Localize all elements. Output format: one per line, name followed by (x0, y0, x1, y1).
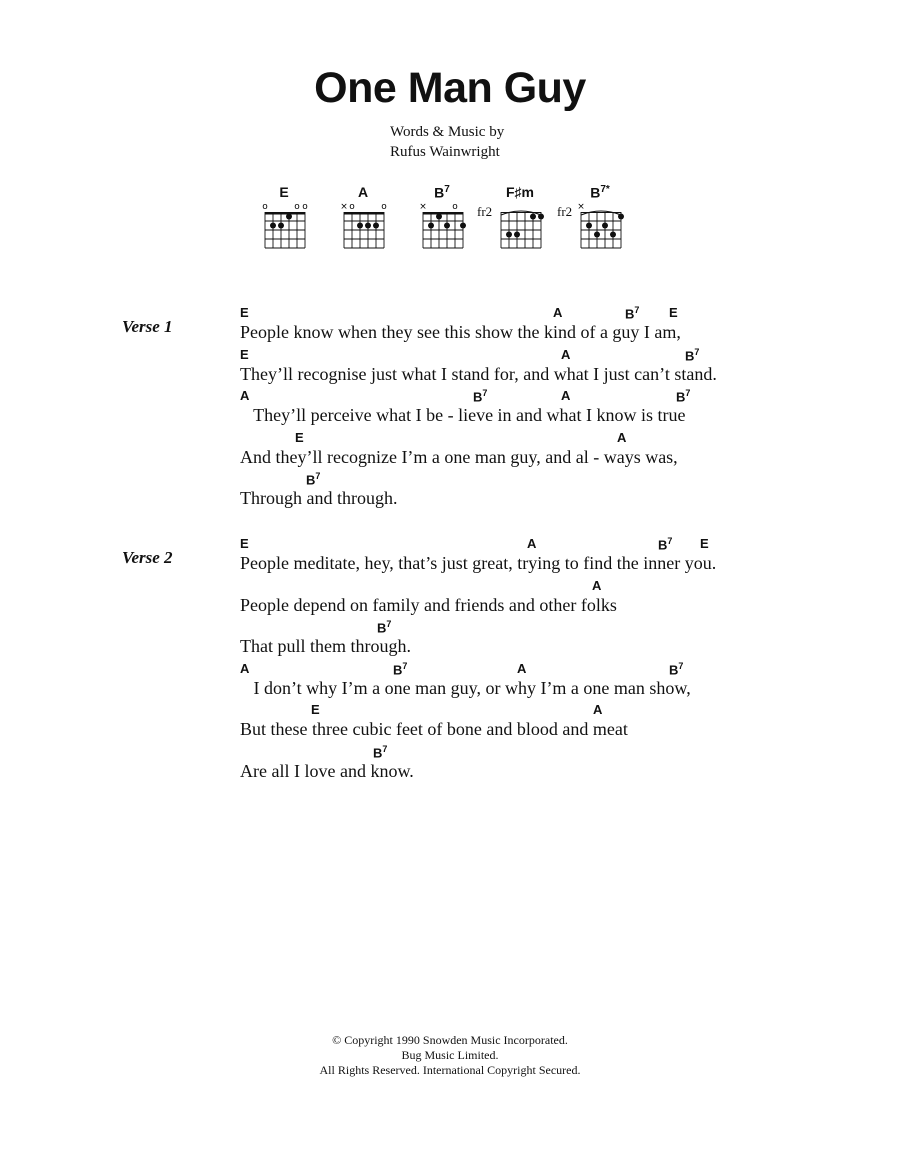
lyric-text: But these three cubic feet of bone and blood and meat (240, 719, 628, 740)
chord-superscript: 7 (382, 744, 388, 754)
finger-dot (514, 232, 520, 238)
copyright-line: Bug Music Limited. (401, 1048, 499, 1062)
chord-symbol: A (561, 388, 571, 404)
fret-position-label: fr2 (557, 204, 573, 219)
song-title: One Man Guy (314, 64, 586, 112)
lyric-text: People meditate, hey, that’s just great, trying to find the inner you. (240, 553, 717, 573)
finger-dot (444, 223, 450, 229)
composer-name: Rufus Wainwright (390, 144, 500, 160)
finger-dot (618, 214, 624, 220)
chord-superscript: 7 (694, 346, 700, 357)
finger-dot (602, 223, 608, 229)
lyric-text: Are all I love and know. (240, 761, 414, 781)
finger-dot (506, 232, 512, 238)
lyric-text: People depend on family and friends and other folks (240, 594, 617, 615)
fret-position-label: fr2 (477, 204, 493, 219)
lyric-text: I don’t why I’m a one man guy, or why I’m a one man show, (240, 677, 691, 698)
chord-superscript: 7 (667, 536, 673, 546)
chord-symbol: E (240, 346, 249, 362)
chord-superscript: 7 (634, 305, 640, 315)
lyric-line (240, 702, 840, 744)
fretboard-grid (262, 200, 308, 258)
finger-dot (586, 223, 592, 229)
chord-diagram-name: A (357, 184, 369, 200)
open-string-marker: o (262, 202, 268, 212)
copyright-line: All Rights Reserved. International Copyright Secured. (319, 1063, 581, 1077)
lyric-text: That pull them through. (240, 636, 411, 657)
finger-dot (538, 214, 544, 220)
lyric-line (240, 471, 840, 513)
muted-string-marker: × (419, 202, 427, 212)
chord-symbol: A (240, 660, 250, 676)
chord-symbol: $B^7$ (685, 346, 700, 363)
muted-string-marker: × (340, 202, 348, 212)
chord-symbol: $B^7$ (373, 744, 388, 761)
finger-dot (278, 223, 284, 229)
copyright-line: © Copyright 1990 Snowden Music Incorporated. (332, 1033, 568, 1047)
chord-symbol: A (517, 660, 527, 676)
chord-symbol: A (593, 702, 603, 718)
lyric-text: And they’ll recognize I’m a one man guy, and al - ways was, (240, 446, 678, 467)
chord-symbol: $B^7$ (306, 471, 321, 488)
lyric-line (240, 578, 840, 620)
lyric-line (240, 744, 840, 786)
chord-symbol: A (553, 305, 563, 320)
lyric-line (240, 619, 840, 661)
open-string-marker: o (381, 202, 387, 212)
chord-superscript: 7 (482, 388, 488, 399)
open-string-marker: o (452, 202, 458, 212)
open-string-marker: o (294, 202, 300, 212)
credits (390, 122, 504, 162)
chord-symbol: $B^7$ (377, 619, 392, 636)
chord-symbol: $B^7$ (658, 536, 673, 553)
chord-superscript: 7 (386, 619, 392, 630)
lyric-line (240, 430, 840, 472)
chord-diagram-name: E (279, 184, 289, 200)
chord-superscript: 7 (678, 660, 684, 671)
nut-line (265, 212, 305, 215)
finger-dot (460, 223, 466, 229)
chord-superscript: 7 (685, 388, 691, 399)
finger-dot (270, 223, 276, 229)
credits-line: Words & Music by (390, 124, 505, 140)
finger-dot (286, 214, 292, 220)
chord-symbol: $B^7$ (676, 388, 691, 405)
chord-diagram-name: $B^{7*}$ (590, 184, 610, 201)
chord-symbol: $B^7$ (625, 305, 640, 322)
lyric-text: People know when they see this show the kind of a guy I am, (240, 322, 681, 342)
lyric-text: Through and through. (240, 488, 398, 509)
fretboard-grid (578, 200, 624, 258)
chord-symbol: A (527, 536, 537, 551)
nut-line (344, 212, 384, 215)
chord-symbol: E (240, 536, 249, 551)
lyric-line (240, 536, 840, 578)
lyric-line (240, 661, 840, 703)
lyric-line (240, 305, 840, 347)
section-label: Verse 2 (122, 548, 173, 567)
muted-string-marker: × (577, 202, 585, 212)
chord-superscript: 7 (402, 660, 408, 671)
chord-symbol: A (617, 429, 627, 445)
finger-dot (428, 223, 434, 229)
chord-symbol: E (311, 702, 320, 718)
chord-diagram-superscript: 7* (600, 184, 610, 195)
chord-diagram-superscript: 7 (444, 184, 450, 195)
chord-superscript: 7 (315, 471, 321, 482)
chord-diagram-name: $B^7$ (434, 184, 450, 201)
finger-dot (357, 223, 363, 229)
finger-dot (373, 223, 379, 229)
fretboard-grid (341, 200, 387, 258)
nut-line (423, 212, 463, 215)
finger-dot (594, 232, 600, 238)
chord-symbol: $B^7$ (669, 660, 684, 678)
lyric-line (240, 388, 840, 430)
lyric-text: They’ll perceive what I be - lieve in and what I know is true (240, 405, 686, 426)
finger-dot (610, 232, 616, 238)
fretboard-grid (420, 200, 466, 258)
section-label: Verse 1 (122, 317, 173, 336)
open-string-marker: o (349, 202, 355, 212)
chord-symbol: E (295, 429, 304, 445)
chord-symbol: $B^7$ (393, 660, 408, 678)
finger-dot (436, 214, 442, 220)
lyric-text: They’ll recognise just what I stand for, and what I just can’t stand. (240, 363, 717, 384)
chord-symbol: E (669, 305, 678, 320)
finger-dot (365, 223, 371, 229)
chord-symbol: A (240, 388, 250, 404)
copyright-notice (0, 1033, 900, 1078)
finger-dot (530, 214, 536, 220)
chord-symbol: E (700, 536, 709, 551)
chord-symbol: A (592, 577, 602, 593)
lyric-line (240, 347, 840, 389)
chord-symbol: E (240, 305, 249, 320)
chord-diagram-name: F♯m (506, 184, 534, 200)
fretboard-grid (498, 200, 544, 258)
open-string-marker: o (302, 202, 308, 212)
chord-symbol: $B^7$ (473, 388, 488, 405)
chord-symbol: A (561, 346, 571, 362)
